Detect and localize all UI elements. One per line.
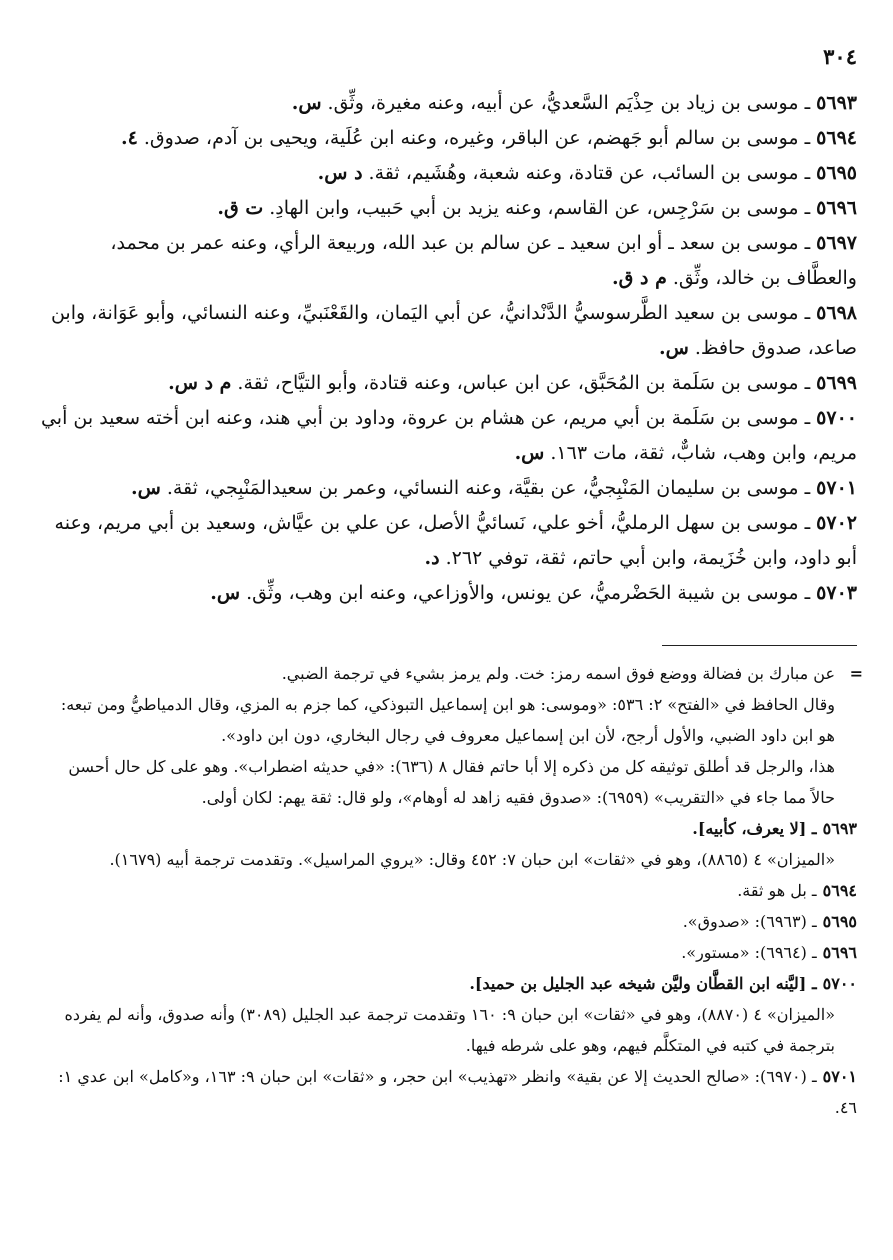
entry-text: موسى بن سليمان المَنْبِجيُّ، عن بقيَّة، وعنه النسائي، وعمر بن سعيدالمَنْبِجي، ثقة.	[166, 477, 799, 499]
entry-text: موسى بن سعيد الطَّرسوسيُّ الدَّنْدانيُّ، عن أبي اليَمان، والقَعْنَبيِّ، وعنه النسائي، وأبو عَوَانة، وابن صاعد، صدوق حافظ.	[50, 302, 857, 359]
footnote-5700-body: «الميزان» ٤ (٨٨٧٠)، وهو في «ثقات» ابن حبان ٩: ١٦٠ وتقدمت ترجمة عبد الجليل (٣٠٨٩) وأنه صدوق، وأنه لم يفرده بترجمة في كتبه في المتكلَّم فيهم، وهو على شرطه فيها.	[64, 1005, 835, 1055]
entry-text: موسى بن زياد بن حِذْيَم السَّعديُّ، عن أبيه، وعنه مغيرة، وثِّق.	[327, 92, 799, 114]
footnote-5693-head	[40, 813, 857, 844]
entry-symbol: ٤.	[120, 127, 138, 149]
footnote-text: ـ (٦٩٧٠): «صالح الحديث إلا عن بقية» وانظر «تهذيب» ابن حجر، و «ثقات» ابن حبان ٩: ١٦٣، و«كامل» ابن عدي ١: ٤٦.	[58, 1067, 857, 1117]
entry-number: ٥٦٩٥	[816, 162, 857, 184]
entry-text: موسى بن شيبة الحَضْرميُّ، عن يونس، والأوزاعي، وعنه ابن وهب، وثِّق.	[246, 582, 799, 604]
entry-symbol: س.	[291, 92, 322, 114]
footnote-number: ٥٦٩٣	[822, 819, 857, 838]
entry-number: ٥٦٩٧	[816, 232, 857, 254]
footnote-divider	[662, 645, 857, 646]
entry-number: ٥٦٩٦	[816, 197, 857, 219]
footnote-5700-head	[40, 968, 857, 999]
entry-number: ٥٧٠٠	[816, 407, 857, 429]
entry-symbol: س.	[514, 442, 545, 464]
entry-symbol: د.	[424, 547, 440, 569]
entry-text: موسى بن سَرْجِس، عن القاسم، وعنه يزيد بن أبي حَبيب، وابن الهادِ.	[269, 197, 799, 219]
footnote-5694	[40, 875, 857, 906]
entry-5702: ٥٧٠٢ـ موسى بن سهل الرمليُّ، أخو علي، نَسائيُّ الأصل، عن علي بن عيَّاش، وسعيد بن أبي مريم، وعنه أبو داود، وابن خُزَيمة، وابن أبي حاتم، ثقة، توفي ٢٦٢.د.	[54, 512, 857, 569]
entry-text: موسى بن سهل الرمليُّ، أخو علي، نَسائيُّ الأصل، عن علي بن عيَّاش، وسعيد بن أبي مريم، وعنه أبو داود، وابن خُزَيمة، وابن أبي حاتم، ثقة، توفي ٢٦٢.	[54, 512, 857, 569]
entry-text: موسى بن سَلَمة بن أبي مريم، عن هشام بن عروة، وداود بن أبي هند، وعنه ابن أخته سعيد بن أبي مريم، وابن وهب، شابٌّ، ثقة، مات ١٦٣.	[40, 407, 857, 464]
entry-number: ٥٧٠١	[816, 477, 857, 499]
entry-number: ٥٦٩٨	[816, 302, 857, 324]
entry-5703: ٥٧٠٣ـ موسى بن شيبة الحَضْرميُّ، عن يونس، والأوزاعي، وعنه ابن وهب، وثِّق.س.	[210, 582, 857, 604]
entry-5699: ٥٦٩٩ـ موسى بن سَلَمة بن المُحَبَّق، عن ابن عباس، وعنه قتادة، وأبو التيَّاح، ثقة.م د س.	[168, 372, 857, 394]
footnote-continued	[40, 658, 863, 689]
entry-5697: ٥٦٩٧ـ موسى بن سعد ـ أو ابن سعيد ـ عن سالم بن عبد الله، وربيعة الرأي، وعنه عمر بن محمد، والعطَّاف بن خالد، وثِّق.م د ق.	[110, 232, 857, 289]
entry-symbol: س.	[210, 582, 241, 604]
entry-text: موسى بن سَلَمة بن المُحَبَّق، عن ابن عباس، وعنه قتادة، وأبو التيَّاح، ثقة.	[237, 372, 799, 394]
entry-symbol: م د ق.	[612, 267, 667, 289]
entry-5701: ٥٧٠١ـ موسى بن سليمان المَنْبِجيُّ، عن بقيَّة، وعنه النسائي، وعمر بن سعيدالمَنْبِجي، ثقة.س.	[131, 477, 857, 499]
footnote-text: ـ بل هو ثقة.	[737, 881, 817, 900]
entry-symbol: د س.	[317, 162, 363, 184]
footnote-paragraph: وقال الحافظ في «الفتح» ٢: ٥٣٦: «وموسى: هو ابن إسماعيل التبوذكي، كما جزم به المزي، وقال الدمياطيُّ ومن تبعه: هو ابن داود الضبي، والأول أرجح، لأن ابن إسماعيل معروف في رجال البخاري، دون ابن داود».	[60, 695, 835, 745]
footnote-number: ٥٧٠١	[822, 1067, 857, 1086]
footnote-5701	[40, 1061, 857, 1123]
footnote-number: ٥٦٩٤	[822, 881, 857, 900]
footnote-number: ٥٦٩٦	[822, 943, 857, 962]
footnote-5695	[40, 906, 857, 937]
footnote-5696	[40, 937, 857, 968]
continuation-mark: =	[849, 664, 863, 683]
footnote-text: ـ (٦٩٦٤): «مستور».	[681, 943, 817, 962]
entry-text: موسى بن سالم أبو جَهضم، عن الباقر، وغيره، وعنه ابن عُلَية، ويحيى بن آدم، صدوق.	[143, 127, 799, 149]
entry-5694: ٥٦٩٤ـ موسى بن سالم أبو جَهضم، عن الباقر، وغيره، وعنه ابن عُلَية، ويحيى بن آدم، صدوق.٤.	[120, 127, 857, 149]
entry-5695: ٥٦٩٥ـ موسى بن السائب، عن قتادة، وعنه شعبة، وهُشَيم، ثقة.د س.	[317, 162, 857, 184]
entry-number: ٥٧٠٣	[816, 582, 857, 604]
footnotes	[40, 658, 863, 1123]
entry-text: موسى بن السائب، عن قتادة، وعنه شعبة، وهُشَيم، ثقة.	[368, 162, 799, 184]
entry-number: ٥٦٩٤	[816, 127, 857, 149]
entry-symbol: س.	[659, 337, 689, 359]
entry-number: ٥٦٩٣	[816, 92, 857, 114]
footnote-number: ٥٦٩٥	[822, 912, 857, 931]
entry-5693: ٥٦٩٣ـ موسى بن زياد بن حِذْيَم السَّعديُّ، عن أبيه، وعنه مغيرة، وثِّق.س.	[291, 92, 857, 114]
entry-symbol: س.	[131, 477, 161, 499]
footnote-heading: ـ [لا يعرف، كأبيه].	[692, 819, 817, 838]
footnote-number: ٥٧٠٠	[822, 974, 857, 993]
entry-text: موسى بن سعد ـ أو ابن سعيد ـ عن سالم بن عبد الله، وربيعة الرأي، وعنه عمر بن محمد، والعطَّاف بن خالد، وثِّق.	[110, 232, 857, 289]
entry-symbol: ت ق.	[217, 197, 264, 219]
entry-5700: ٥٧٠٠ـ موسى بن سَلَمة بن أبي مريم، عن هشام بن عروة، وداود بن أبي هند، وعنه ابن أخته سعيد بن أبي مريم، وابن وهب، شابٌّ، ثقة، مات ١٦٣.س.	[40, 407, 857, 464]
entry-number: ٥٦٩٩	[816, 372, 857, 394]
footnote-5693-body: «الميزان» ٤ (٨٨٦٥)، وهو في «ثقات» ابن حبان ٧: ٤٥٢ وقال: «يروي المراسيل». وتقدمت ترجمة أبيه (١٦٧٩).	[109, 850, 835, 869]
entry-5696: ٥٦٩٦ـ موسى بن سَرْجِس، عن القاسم، وعنه يزيد بن أبي حَبيب، وابن الهادِ.ت ق.	[217, 197, 857, 219]
entries-list	[40, 86, 857, 611]
footnote-heading: ـ [ليَّنه ابن القطَّان وليَّن شيخه عبد الجليل بن حميد].	[469, 974, 817, 993]
footnote-text: ـ (٦٩٦٣): «صدوق».	[682, 912, 817, 931]
entry-5698: ٥٦٩٨ـ موسى بن سعيد الطَّرسوسيُّ الدَّنْدانيُّ، عن أبي اليَمان، والقَعْنَبيِّ، وعنه النسائي، وأبو عَوَانة، وابن صاعد، صدوق حافظ.س.	[50, 302, 857, 359]
entry-number: ٥٧٠٢	[816, 512, 857, 534]
footnote-text: عن مبارك بن فضالة ووضع فوق اسمه رمز: خت. ولم يرمز بشيء في ترجمة الضبي.	[281, 664, 835, 683]
footnote-paragraph: هذا، والرجل قد أطلق توثيقه كل من ذكره إلا أبا حاتم فقال ٨ (٦٣٦): «في حديثه اضطراب». وهو على كل حال أحسن حالاً مما جاء في «التقريب» (٦٩٥٩): «صدوق فقيه زاهد له أوهام»، ولو قال: ثقة يهم: لكان أولى.	[68, 757, 835, 807]
page-number: ٣٠٤	[823, 44, 857, 69]
entry-symbol: م د س.	[168, 372, 232, 394]
